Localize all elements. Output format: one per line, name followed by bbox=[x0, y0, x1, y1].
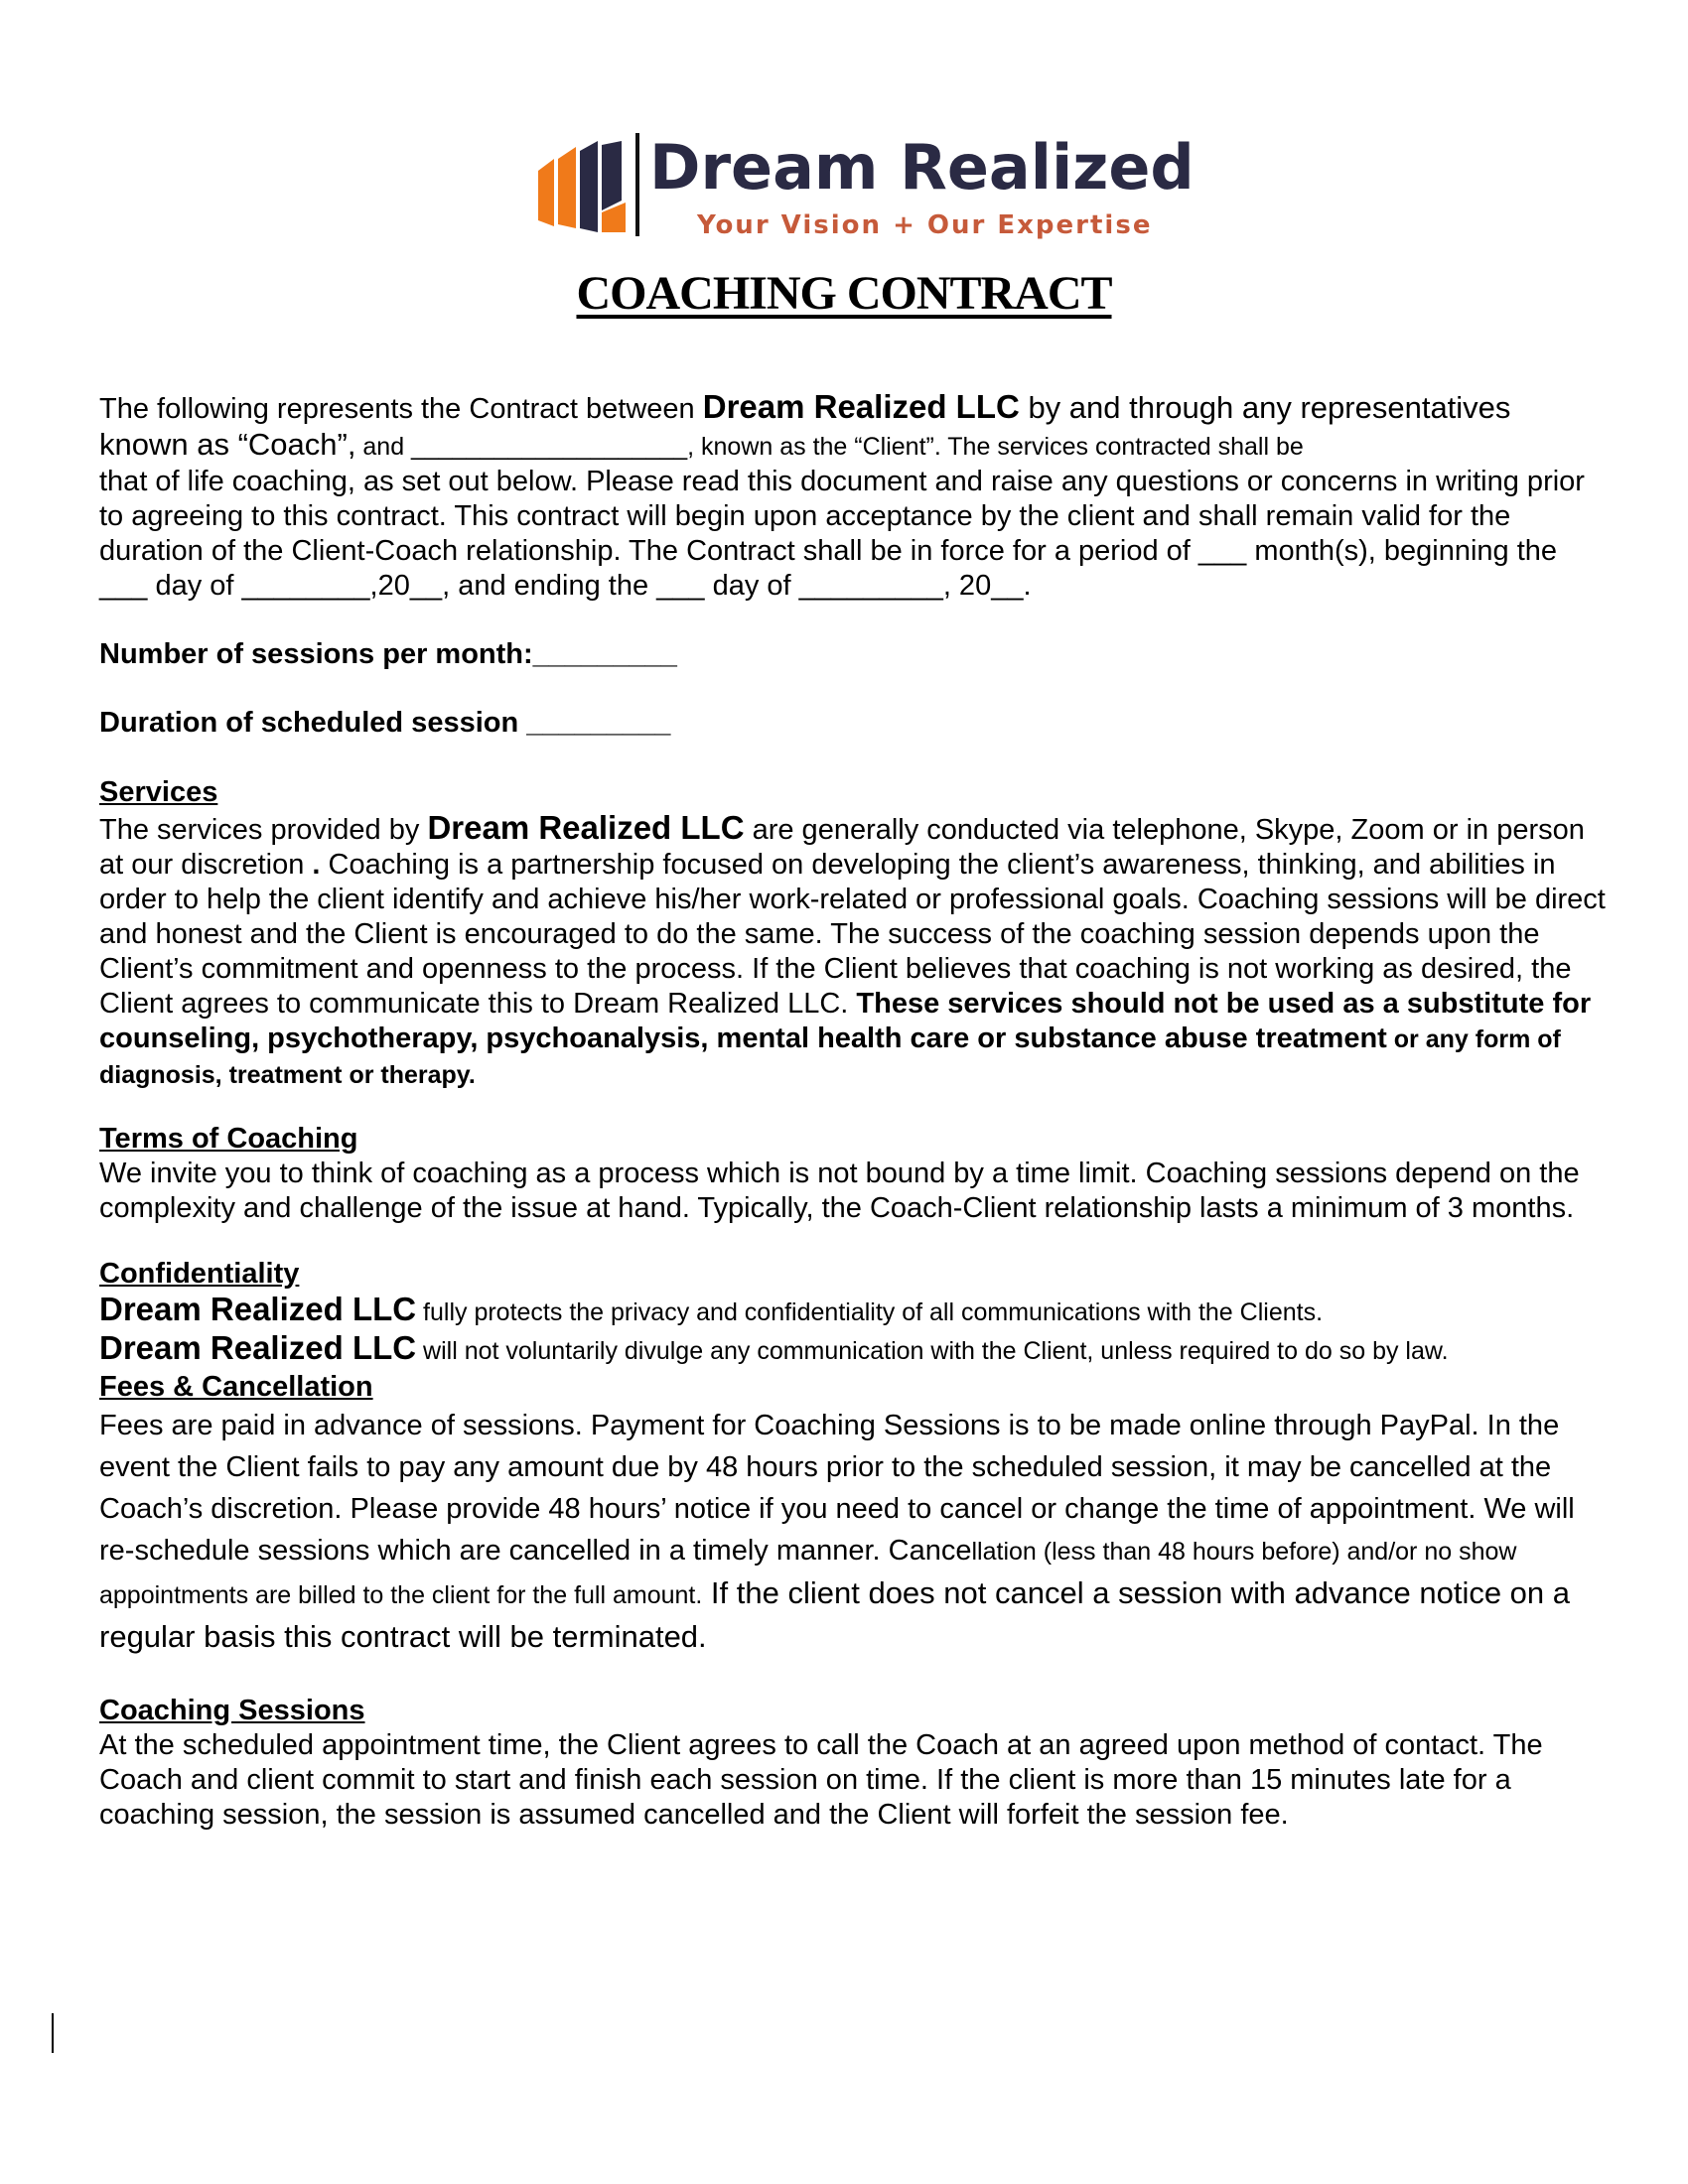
intro-text: and ____________________, known as the “Client”. The services contracted shall be bbox=[355, 433, 1304, 461]
intro-text: by and through any representatives bbox=[1019, 390, 1511, 425]
services-text: The services provided by bbox=[99, 814, 428, 846]
text-cursor bbox=[52, 2013, 54, 2053]
intro-text: known as “Coach”, bbox=[99, 427, 356, 462]
brand-name: Dream Realized LLC bbox=[427, 809, 745, 846]
terms-heading: Terms of Coaching bbox=[99, 1123, 358, 1155]
services-paragraph bbox=[99, 810, 1609, 1093]
confidentiality-heading: Confidentiality bbox=[99, 1258, 300, 1290]
confidentiality-paragraph bbox=[99, 1292, 1609, 1369]
brand-name: Dream Realized LLC bbox=[99, 1291, 417, 1327]
confidentiality-text: will not voluntarily divulge any communication with the Client, unless required to do so by law. bbox=[416, 1337, 1449, 1365]
services-disclaimer: or any form of diagnosis, treatment or therapy. bbox=[99, 1025, 1561, 1089]
logo-mark-icon bbox=[536, 141, 628, 232]
intro-paragraph bbox=[99, 389, 1609, 604]
coaching-sessions-paragraph: At the scheduled appointment time, the Client agrees to call the Coach at an agreed upon method of contact. The Coach and client commit to start and finish each session on time. If the client is more than 15 minutes late for a coaching session, the session is assumed cancelled and the Client will forfeit the session fee. bbox=[99, 1729, 1543, 1831]
sessions-per-month-field: Number of sessions per month:_________ bbox=[99, 638, 677, 670]
services-text: . bbox=[312, 849, 321, 881]
services-heading: Services bbox=[99, 776, 218, 808]
logo-divider bbox=[635, 133, 639, 236]
services-text: are generally conducted via telephone, Skype, Zoom or in person at our discretion bbox=[99, 814, 1585, 881]
services-text: Coaching is a partnership focused on developing the client’s awareness, thinking, and abilities in order to help the client identify and achieve his/her work-related or professional goals. Coaching sessions will be direct and honest and the Client is encouraged to do the same. The success of the coaching session depends upon the Client’s commitment and openness to the process. If the Client believes that coaching is not working as desired, the Client agrees to communicate this to Dream Realized LLC. bbox=[99, 849, 1606, 1020]
brand-name: Dream Realized LLC bbox=[99, 1329, 417, 1366]
document-title: COACHING CONTRACT bbox=[576, 267, 1112, 320]
fees-paragraph bbox=[99, 1405, 1609, 1659]
fees-heading: Fees & Cancellation bbox=[99, 1371, 373, 1403]
fees-text: If the client does not cancel a session with advance notice on a regular basis this contract will be terminated. bbox=[99, 1575, 1571, 1654]
brand-name: Dream Realized LLC bbox=[702, 388, 1020, 425]
document-body bbox=[99, 389, 1609, 1833]
fees-text: llation (less than 48 hours before) and/or no show appointments are billed to the client for the full amount. bbox=[99, 1538, 1517, 1609]
company-logo bbox=[536, 127, 1195, 244]
services-disclaimer: These services should not be used as a substitute for counseling, psychotherapy, psychoanalysis, mental health care or substance abuse treatment bbox=[99, 988, 1592, 1054]
confidentiality-text: fully protects the privacy and confidentiality of all communications with the Clients. bbox=[416, 1298, 1324, 1326]
logo-tagline: Your Vision + Our Expertise bbox=[697, 210, 1153, 240]
session-duration-field: Duration of scheduled session _________ bbox=[99, 707, 671, 739]
terms-paragraph: We invite you to think of coaching as a process which is not bound by a time limit. Coaching sessions depend on the complexity and challenge of the issue at hand. Typically, the Coach-Client relationship lasts a minimum of 3 months. bbox=[99, 1158, 1580, 1224]
intro-text: that of life coaching, as set out below. Please read this document and raise any questions or concerns in writing prior to agreeing to this contract. This contract will begin upon acceptance by the client and shall remain valid for the duration of the Client-Coach relationship. The Contract shall be in force for a period of ___ month(s), beginning the ___ day of ________,20__, and ending the ___ day of _________, 20__. bbox=[99, 466, 1585, 602]
intro-text: The following represents the Contract between bbox=[99, 393, 703, 425]
logo-name: Dream Realized bbox=[649, 131, 1195, 204]
coaching-sessions-heading: Coaching Sessions bbox=[99, 1695, 365, 1726]
fees-text: Fees are paid in advance of sessions. Payment for Coaching Sessions is to be made online through PayPal. In the event the Client fails to pay any amount due by 48 hours prior to the scheduled session, it may be cancelled at the Coach’s discretion. Please provide 48 hours’ notice if you need to cancel or change the time of appointment. We will re-schedule sessions which are cancelled in a timely manner. Cance bbox=[99, 1410, 1575, 1567]
